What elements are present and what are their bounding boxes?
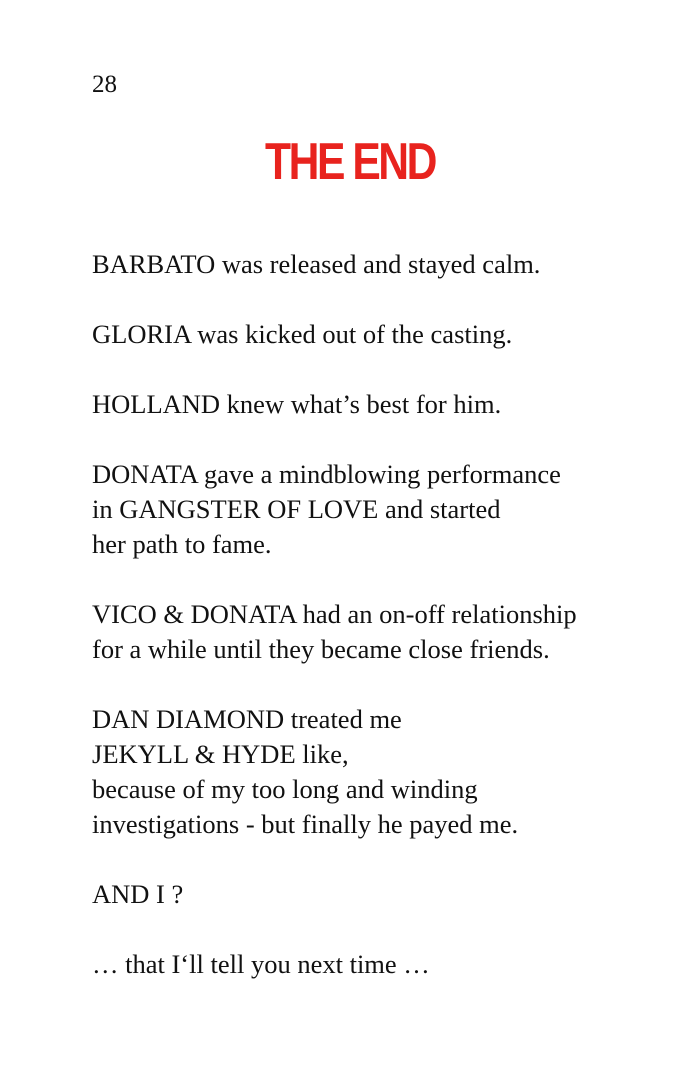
page-number: 28 [92, 71, 117, 98]
paragraph-line: because of my too long and winding [92, 774, 478, 804]
paragraph-line: AND I ? [92, 879, 184, 909]
paragraph-gloria [92, 317, 672, 352]
paragraph-line: for a while until they became close friends. [92, 634, 550, 664]
paragraph-and-i [92, 877, 672, 912]
paragraph-line: GLORIA was kicked out of the casting. [92, 319, 513, 349]
paragraph-line: BARBATO was released and stayed calm. [92, 249, 541, 279]
paragraph-line: in GANGSTER OF LOVE and started [92, 494, 501, 524]
paragraph-line: JEKYLL & HYDE like, [92, 739, 349, 769]
paragraph-line: DAN DIAMOND treated me [92, 704, 402, 734]
paragraph-dan-diamond [92, 702, 672, 842]
page-title: THE END [265, 133, 435, 191]
paragraph-line: VICO & DONATA had an on-off relationship [92, 599, 577, 629]
paragraph-line: her path to fame. [92, 529, 272, 559]
paragraph-line: DONATA gave a mindblowing performance [92, 459, 561, 489]
paragraph-line: investigations - but finally he payed me. [92, 809, 519, 839]
paragraph-line: … that I‘ll tell you next time … [92, 949, 430, 979]
story-body [92, 247, 672, 1017]
paragraph-vico-donata [92, 597, 672, 667]
paragraph-next-time [92, 947, 672, 982]
paragraph-donata [92, 457, 672, 562]
paragraph-holland [92, 387, 672, 422]
paragraph-barbato [92, 247, 672, 282]
paragraph-line: HOLLAND knew what’s best for him. [92, 389, 502, 419]
